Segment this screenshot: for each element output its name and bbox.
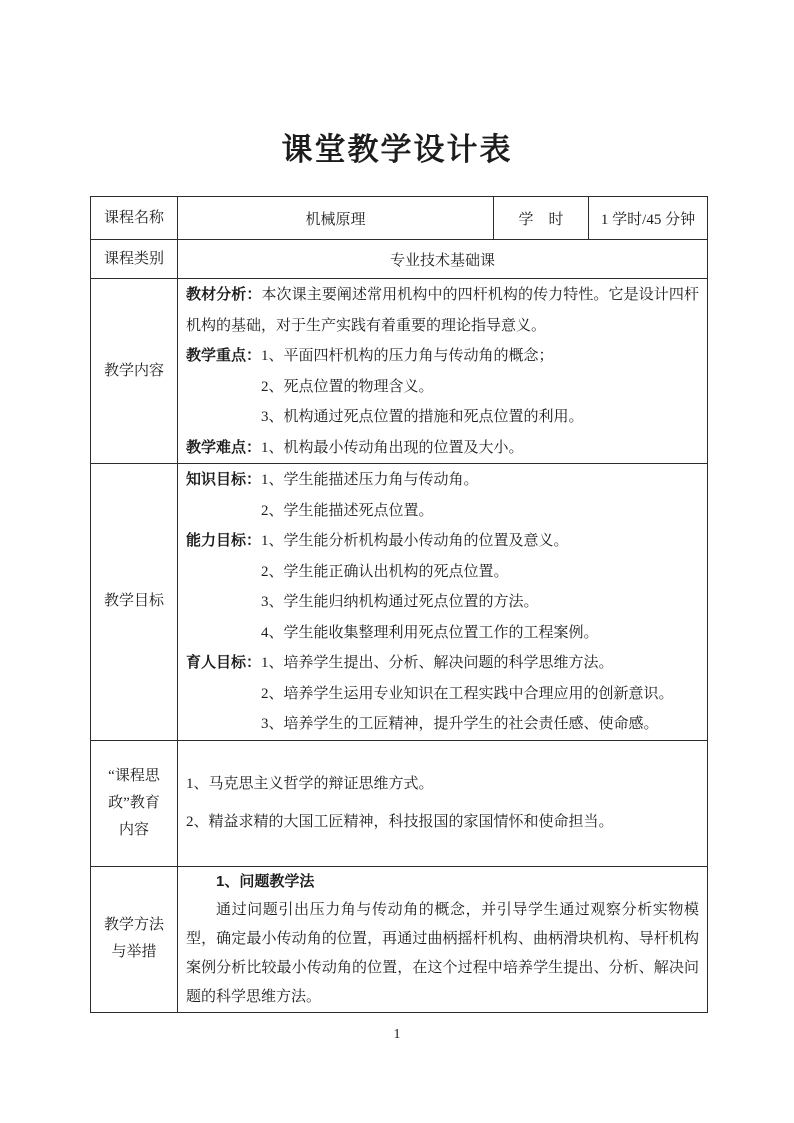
key-points-label: 教学重点： xyxy=(186,347,262,364)
material-analysis-text: 本次课主要阐述常用机构中的四杆机构的传力特性。它是设计四杆机构的基础，对于生产实践有着重要的理论指导意义。 xyxy=(186,287,699,334)
course-name-value: 机械原理 xyxy=(178,197,494,240)
ability-goals-line xyxy=(186,526,699,557)
knowledge-goals-line xyxy=(186,465,699,496)
hours-value: 1 学时/45 分钟 xyxy=(589,197,708,240)
row-ideology-education xyxy=(91,740,708,866)
row-teaching-methods xyxy=(91,866,708,1012)
ability-goal-item: 3、学生能归纳机构通过死点位置的方法。 xyxy=(261,594,539,610)
hours-label: 学 时 xyxy=(494,197,589,240)
key-point-item: 3、机构通过死点位置的措施和死点位置的利用。 xyxy=(261,409,584,425)
moral-goals-label: 育人目标： xyxy=(186,654,262,671)
row-course-name xyxy=(91,197,708,240)
material-analysis-paragraph xyxy=(186,280,699,341)
ability-goal-item: 4、学生能收集整理利用死点位置工作的工程案例。 xyxy=(261,624,599,641)
difficulty-item: 1、机构最小传动角出现的位置及大小。 xyxy=(261,439,524,456)
method-paragraph: 通过问题引出压力角与传动角的概念，并引导学生通过观察分析实物模型，确定最小传动角的位置，再通过曲柄摇杆机构、曲柄滑块机构、导杆机构案例分析比较最小传动角的位置，在这个过程中培养学生提出、分析、解决问题的科学思维方法。 xyxy=(186,901,699,1005)
key-points-line xyxy=(186,341,699,372)
ability-goal-item: 2、学生能正确认出机构的死点位置。 xyxy=(261,563,509,580)
course-name-label: 课程名称 xyxy=(91,197,178,240)
moral-goal-item: 1、培养学生提出、分析、解决问题的科学思维方法。 xyxy=(261,655,614,671)
difficulties-line xyxy=(186,433,699,464)
knowledge-goal-item: 1、学生能描述压力角与传动角。 xyxy=(261,472,479,488)
page-title: 课堂教学设计表 xyxy=(281,132,513,167)
method-title: 1、问题教学法 xyxy=(216,872,315,890)
ability-goals-label: 能力目标： xyxy=(186,532,262,549)
teaching-goals-body xyxy=(178,464,708,741)
page-number: 1 xyxy=(393,1027,401,1042)
teaching-content-body xyxy=(178,279,708,464)
course-type-label: 课程类别 xyxy=(91,240,178,279)
row-course-type xyxy=(91,240,708,279)
ideology-item: 1、马克思主义哲学的辩证思维方式。 xyxy=(186,776,434,792)
moral-goals-line xyxy=(186,648,699,679)
material-analysis-label: 教材分析： xyxy=(186,286,262,303)
teaching-methods-body xyxy=(178,866,708,1012)
moral-goal-item: 3、培养学生的工匠精神，提升学生的社会责任感、使命感。 xyxy=(261,716,659,732)
row-teaching-content xyxy=(91,279,708,464)
row-teaching-goals xyxy=(91,464,708,741)
teaching-content-label: 教学内容 xyxy=(91,279,178,464)
ability-goal-item: 1、学生能分析机构最小传动角的位置及意义。 xyxy=(261,533,569,549)
teaching-methods-label: 教学方法与举措 xyxy=(91,866,178,1012)
moral-goal-item: 2、培养学生运用专业知识在工程实践中合理应用的创新意识。 xyxy=(261,685,674,702)
knowledge-goals-label: 知识目标： xyxy=(186,471,262,488)
difficulties-label: 教学难点： xyxy=(186,438,262,456)
ideology-label: “课程思政”教育内容 xyxy=(91,740,178,866)
teaching-goals-label: 教学目标 xyxy=(91,464,178,741)
teaching-design-table xyxy=(90,196,708,1013)
course-type-value: 专业技术基础课 xyxy=(178,240,708,279)
key-point-item: 2、死点位置的物理含义。 xyxy=(261,378,434,395)
knowledge-goal-item: 2、学生能描述死点位置。 xyxy=(261,502,434,519)
ideology-body xyxy=(178,740,708,866)
key-point-item: 1、平面四杆机构的压力角与传动角的概念； xyxy=(261,348,554,364)
ideology-item: 2、精益求精的大国工匠精神，科技报国的家国情怀和使命担当。 xyxy=(186,814,614,830)
